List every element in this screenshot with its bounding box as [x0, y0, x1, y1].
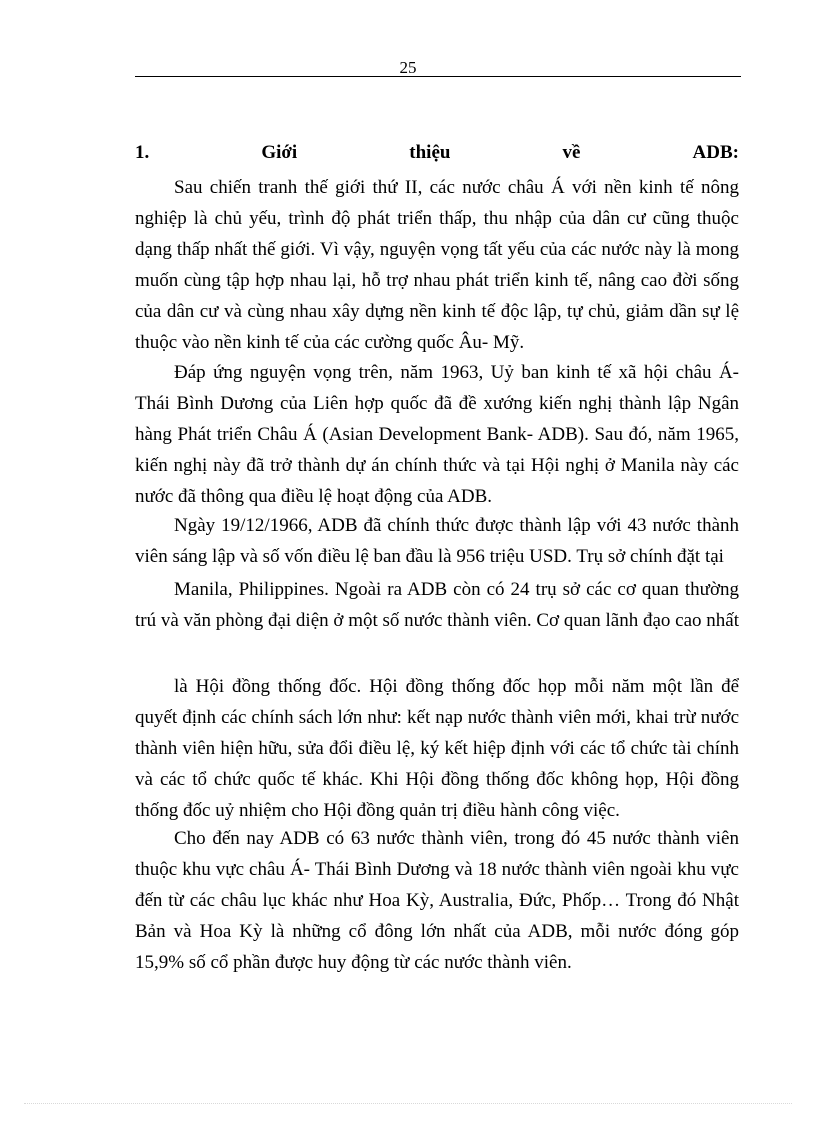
paragraph-2: Đáp ứng nguyện vọng trên, năm 1963, Uỷ ban kinh tế xã hội châu Á- Thái Bình Dương của Liên hợp quốc đã đề xướng kiến nghị thành lập Ngân hàng Phát triển Châu Á (Asian Development Bank- ADB). Sau đó, năm 1965, kiến nghị này đã trở thành dự án chính thức và tại Hội nghị ở Manila này các nước đã thông qua điều lệ hoạt động của ADB. — [135, 362, 739, 507]
paragraph-6: Cho đến nay ADB có 63 nước thành viên, trong đó 45 nước thành viên thuộc khu vực châu Á- Thái Bình Dương và 18 nước thành viên ngoài khu vực đến từ các châu lục khác như Hoa Kỳ, Australia, Đức, Phốp… Trong đó Nhật Bản và Hoa Kỳ là những cổ đông lớn nhất của ADB, mỗi nước đóng góp 15,9% số cổ phần được huy động từ các nước thành viên. — [135, 828, 739, 973]
heading-number: 1. — [135, 142, 150, 163]
heading-word-1: Giới — [261, 142, 298, 163]
paragraph-1: Sau chiến tranh thế giới thứ II, các nước châu Á với nền kinh tế nông nghiệp là chủ yếu, trình độ phát triển thấp, thu nhập của dân cư cũng thuộc dạng thấp nhất thế giới. Vì vậy, nguyện vọng tất yếu của các nước này là mong muốn cùng tập hợp nhau lại, hỗ trợ nhau phát triển kinh tế, nâng cao đời sống của dân cư và cùng nhau xây dựng nền kinh tế độc lập, tự chủ, giảm dần sự lệ thuộc vào nền kinh tế của các cường quốc Âu- Mỹ. — [135, 177, 739, 353]
heading-word-2: thiệu — [409, 142, 451, 163]
paragraph-5: là Hội đồng thống đốc. Hội đồng thống đốc họp mỗi năm một lần để quyết định các chính sách lớn như: kết nạp nước thành viên mới, khai trừ nước thành viên hiện hữu, sửa đổi điều lệ, ký kết hiệp định với các tổ chức tài chính và các tổ chức quốc tế khác. Khi Hội đồng thống đốc không họp, Hội đồng thống đốc uỷ nhiệm cho Hội đồng quản trị điều hành công việc. — [135, 676, 739, 821]
page-number: 25 — [399, 58, 417, 77]
paragraph-3: Ngày 19/12/1966, ADB đã chính thức được thành lập với 43 nước thành viên sáng lập và số vốn điều lệ ban đầu là 956 triệu USD. Trụ sở chính đặt tại — [135, 515, 739, 567]
section-heading — [135, 141, 739, 165]
heading-word-3: về — [562, 142, 581, 163]
heading-word-4: ADB: — [692, 142, 739, 163]
header-rule — [135, 76, 741, 77]
paragraph-4: Manila, Philippines. Ngoài ra ADB còn có 24 trụ sở các cơ quan thường trú và văn phòng đại diện ở một số nước thành viên. Cơ quan lãnh đạo cao nhất — [135, 579, 739, 631]
page-bottom-border — [24, 1103, 792, 1104]
